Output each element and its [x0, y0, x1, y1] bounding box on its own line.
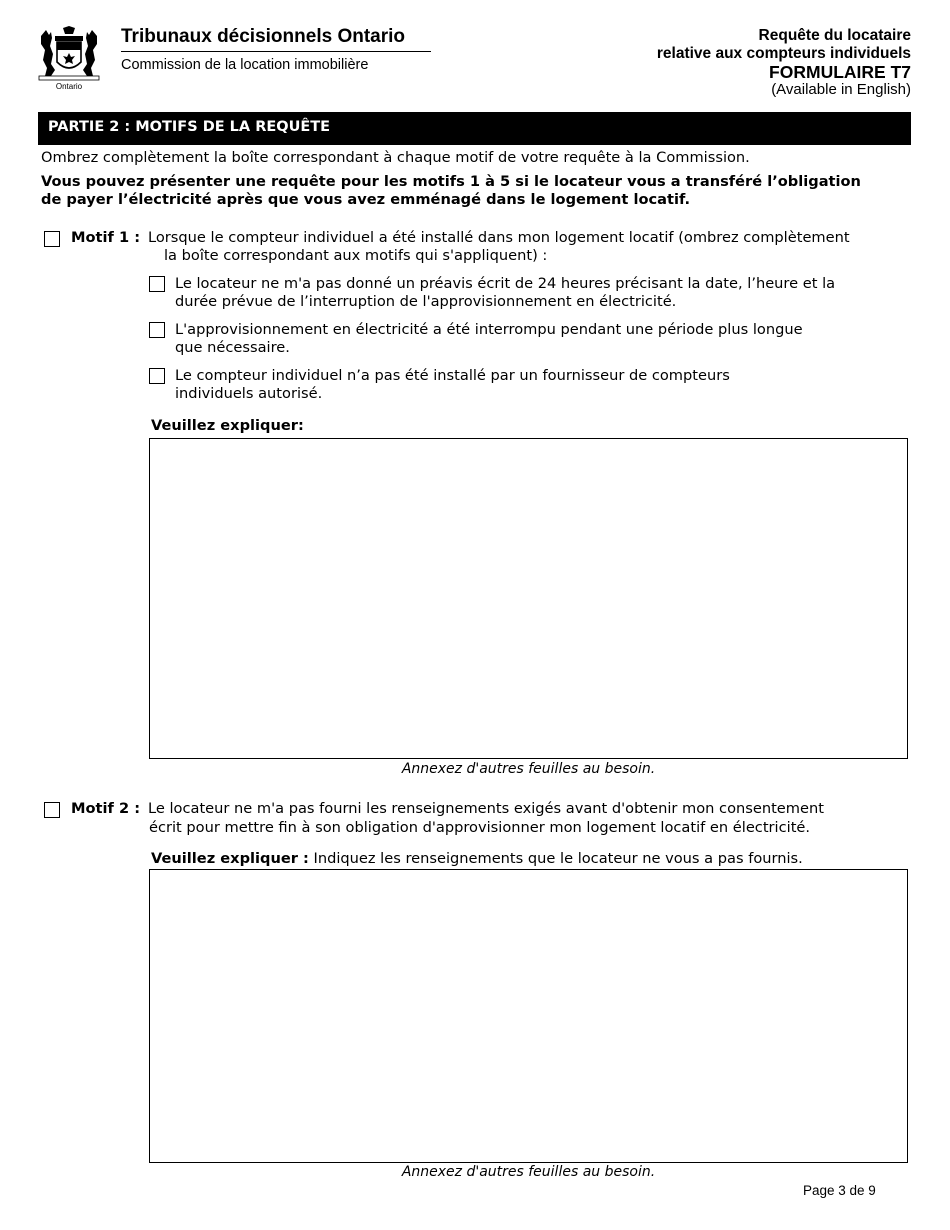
- header-divider: [121, 51, 431, 52]
- motif1-option3-line2: individuels autorisé.: [175, 385, 323, 402]
- part-title: PARTIE 2 : MOTIFS DE LA REQUÊTE: [48, 119, 331, 135]
- motif1-option1-line2: durée prévue de l’interruption de l'approvisionnement en électricité.: [175, 293, 677, 310]
- motif1-checkbox[interactable]: [44, 231, 60, 247]
- motif1-text-line2: la boîte correspondant aux motifs qui s'appliquent) :: [164, 247, 548, 264]
- motif1-option1-checkbox[interactable]: [149, 276, 165, 292]
- motif2-explain-hint: Indiquez les renseignements que le locateur ne vous a pas fournis.: [313, 850, 803, 867]
- motif1-attach-note: Annexez d'autres feuilles au besoin.: [401, 761, 656, 777]
- part-notice-line1: Vous pouvez présenter une requête pour les motifs 1 à 5 si le locateur vous a transféré l’obligation: [41, 173, 861, 190]
- motif2-explain-label: Veuillez expliquer :: [151, 850, 309, 867]
- motif1-text-line1: Lorsque le compteur individuel a été installé dans mon logement locatif (ombrez complètement: [148, 229, 850, 246]
- motif2-attach-note: Annexez d'autres feuilles au besoin.: [401, 1164, 656, 1180]
- motif2-explain: [151, 849, 803, 868]
- motif1-option2-line2: que nécessaire.: [175, 339, 290, 356]
- form-id: FORMULAIRE T7: [769, 62, 911, 82]
- page-number: Page 3 de 9: [803, 1183, 876, 1198]
- motif1-option3-line1: Le compteur individuel n’a pas été installé par un fournisseur de compteurs: [175, 367, 730, 384]
- form-title-line1: Requête du locataire: [758, 27, 911, 44]
- motif1-explain-textarea[interactable]: [149, 438, 908, 759]
- motif2-checkbox[interactable]: [44, 802, 60, 818]
- org-subtitle: Commission de la location immobilière: [121, 57, 369, 73]
- form-header: [657, 27, 911, 99]
- org-title: Tribunaux décisionnels Ontario: [121, 26, 405, 47]
- motif1-explain-label: Veuillez expliquer:: [151, 417, 304, 434]
- motif1-option2-line1: L'approvisionnement en électricité a été interrompu pendant une période plus longue: [175, 321, 803, 338]
- part-notice-line2: de payer l’électricité après que vous avez emménagé dans le logement locatif.: [41, 191, 691, 208]
- motif1-label: Motif 1 :: [71, 229, 141, 246]
- form-title-line2: relative aux compteurs individuels: [656, 45, 911, 62]
- motif1-option3-checkbox[interactable]: [149, 368, 165, 384]
- motif1-option1-line1: Le locateur ne m'a pas donné un préavis écrit de 24 heures précisant la date, l’heure et la: [175, 275, 836, 292]
- motif2-text-line2: écrit pour mettre fin à son obligation d'approvisionner mon logement locatif en électricité.: [149, 819, 811, 836]
- motif2-explain-textarea[interactable]: [149, 869, 908, 1163]
- part-instruction: Ombrez complètement la boîte correspondant à chaque motif de votre requête à la Commission.: [41, 149, 750, 166]
- motif1-option2-checkbox[interactable]: [149, 322, 165, 338]
- availability-note: (Available in English): [771, 81, 911, 98]
- motif2-label: Motif 2 :: [71, 800, 141, 817]
- motif2-text-line1: Le locateur ne m'a pas fourni les renseignements exigés avant d'obtenir mon consentement: [148, 800, 824, 817]
- logo-caption: Ontario: [55, 82, 83, 91]
